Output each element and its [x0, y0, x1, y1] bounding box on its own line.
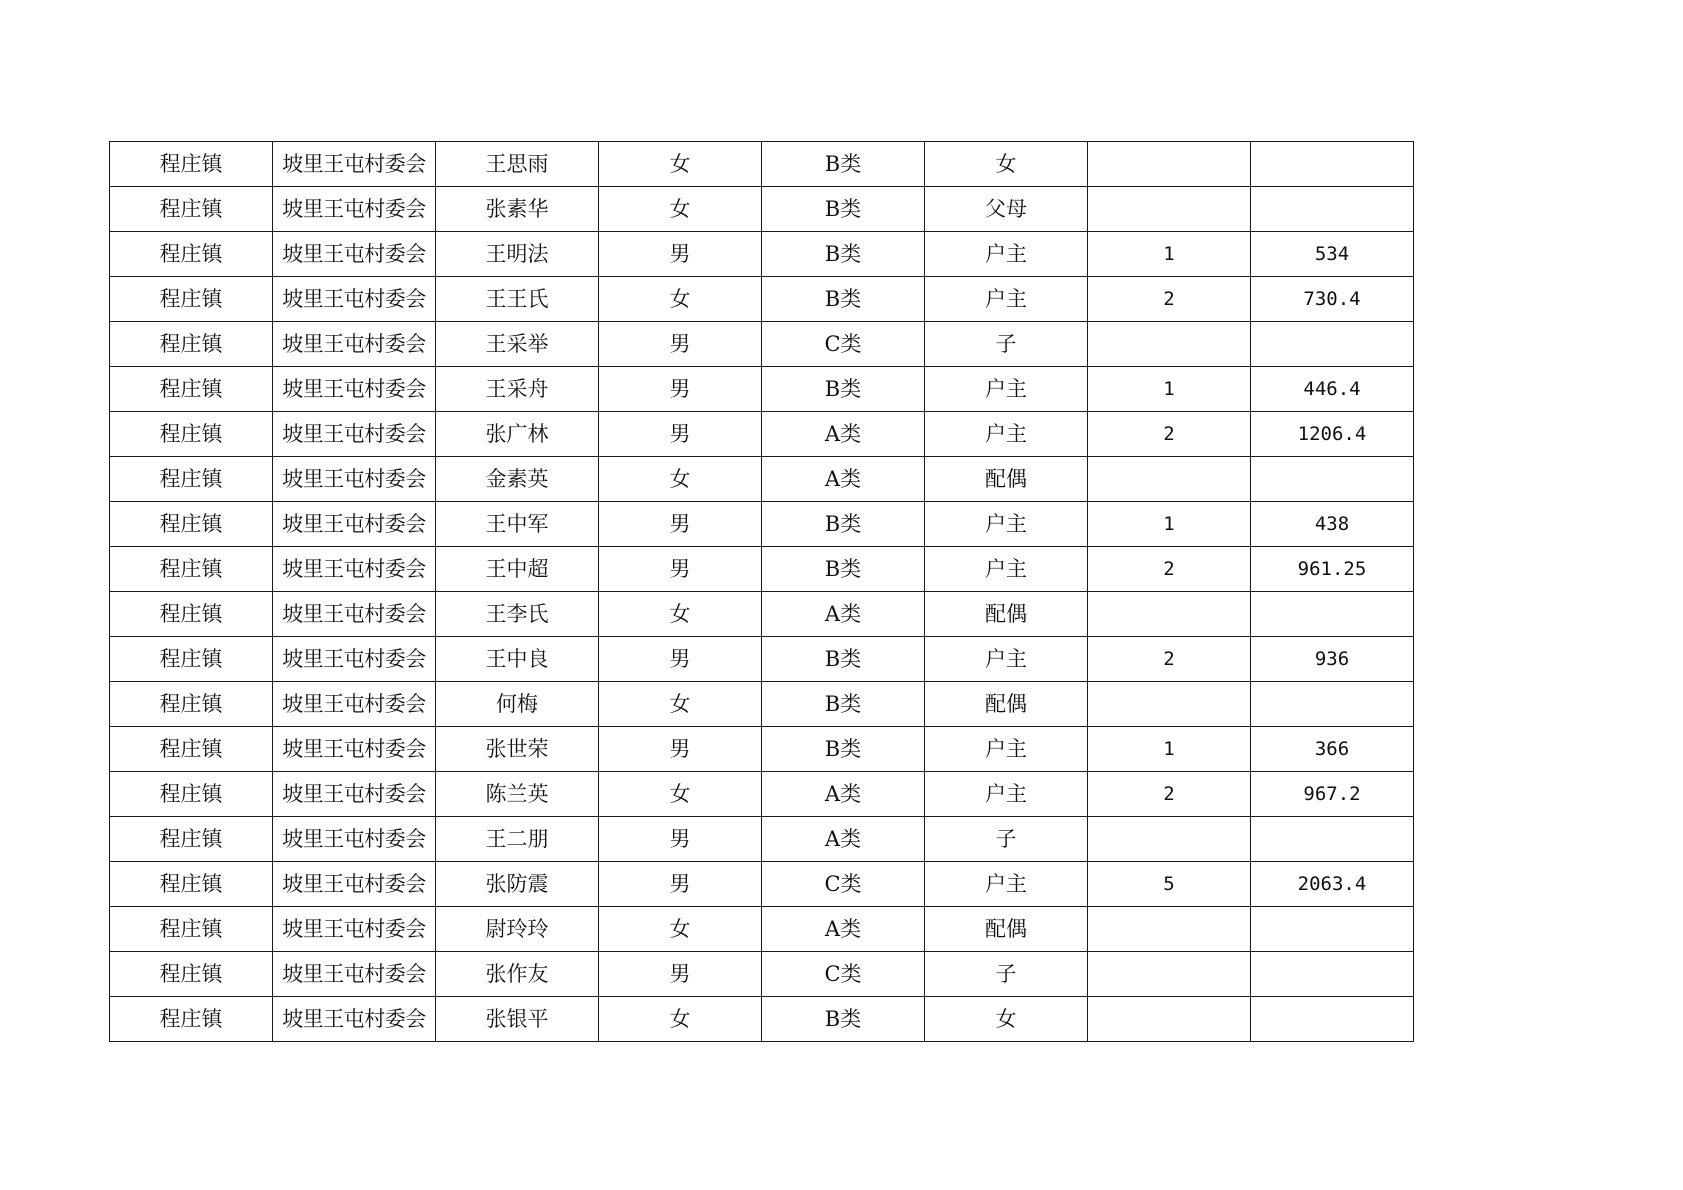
- cell-category: B类: [762, 277, 925, 322]
- table-row: [110, 187, 1414, 232]
- cell-count: 1: [1088, 232, 1251, 277]
- cell-count: 2: [1088, 412, 1251, 457]
- cell-count: 2: [1088, 277, 1251, 322]
- cell-relation: 户主: [925, 772, 1088, 817]
- cell-count: 5: [1088, 862, 1251, 907]
- cell-relation: 户主: [925, 547, 1088, 592]
- cell-name: 陈兰英: [436, 772, 599, 817]
- cell-village: 坡里王屯村委会: [273, 952, 436, 997]
- cell-village: 坡里王屯村委会: [273, 502, 436, 547]
- cell-name: 王王氏: [436, 277, 599, 322]
- cell-count: 2: [1088, 637, 1251, 682]
- table-row: [110, 277, 1414, 322]
- cell-village: 坡里王屯村委会: [273, 727, 436, 772]
- cell-name: 张防震: [436, 862, 599, 907]
- cell-count: [1088, 187, 1251, 232]
- cell-name: 王采举: [436, 322, 599, 367]
- cell-category: B类: [762, 502, 925, 547]
- table-body: [110, 142, 1414, 1042]
- table-row: [110, 322, 1414, 367]
- table-row: [110, 862, 1414, 907]
- cell-name: 张世荣: [436, 727, 599, 772]
- cell-category: C类: [762, 862, 925, 907]
- cell-gender: 男: [599, 367, 762, 412]
- cell-name: 王中良: [436, 637, 599, 682]
- cell-village: 坡里王屯村委会: [273, 367, 436, 412]
- cell-town: 程庄镇: [110, 142, 273, 187]
- cell-relation: 户主: [925, 277, 1088, 322]
- cell-village: 坡里王屯村委会: [273, 907, 436, 952]
- cell-category: A类: [762, 772, 925, 817]
- cell-relation: 配偶: [925, 907, 1088, 952]
- cell-category: C类: [762, 952, 925, 997]
- cell-category: A类: [762, 592, 925, 637]
- cell-village: 坡里王屯村委会: [273, 637, 436, 682]
- cell-category: A类: [762, 457, 925, 502]
- cell-gender: 女: [599, 907, 762, 952]
- cell-category: B类: [762, 547, 925, 592]
- cell-village: 坡里王屯村委会: [273, 997, 436, 1042]
- table-row: [110, 727, 1414, 772]
- cell-name: 王二朋: [436, 817, 599, 862]
- cell-category: A类: [762, 907, 925, 952]
- cell-town: 程庄镇: [110, 187, 273, 232]
- cell-town: 程庄镇: [110, 772, 273, 817]
- cell-name: 王中超: [436, 547, 599, 592]
- cell-village: 坡里王屯村委会: [273, 187, 436, 232]
- cell-village: 坡里王屯村委会: [273, 862, 436, 907]
- cell-gender: 女: [599, 772, 762, 817]
- cell-town: 程庄镇: [110, 547, 273, 592]
- cell-gender: 男: [599, 727, 762, 772]
- cell-gender: 男: [599, 232, 762, 277]
- cell-name: 张广林: [436, 412, 599, 457]
- cell-village: 坡里王屯村委会: [273, 232, 436, 277]
- cell-amount: [1251, 817, 1414, 862]
- cell-relation: 配偶: [925, 457, 1088, 502]
- cell-count: 1: [1088, 727, 1251, 772]
- cell-name: 金素英: [436, 457, 599, 502]
- cell-relation: 女: [925, 997, 1088, 1042]
- cell-name: 尉玲玲: [436, 907, 599, 952]
- cell-village: 坡里王屯村委会: [273, 457, 436, 502]
- table-row: [110, 997, 1414, 1042]
- cell-amount: 967.2: [1251, 772, 1414, 817]
- cell-town: 程庄镇: [110, 727, 273, 772]
- table-row: [110, 457, 1414, 502]
- cell-gender: 女: [599, 142, 762, 187]
- cell-town: 程庄镇: [110, 592, 273, 637]
- cell-category: B类: [762, 367, 925, 412]
- cell-count: [1088, 592, 1251, 637]
- cell-relation: 户主: [925, 727, 1088, 772]
- cell-category: B类: [762, 637, 925, 682]
- cell-category: C类: [762, 322, 925, 367]
- cell-town: 程庄镇: [110, 907, 273, 952]
- table-row: [110, 412, 1414, 457]
- cell-name: 王思雨: [436, 142, 599, 187]
- cell-amount: [1251, 322, 1414, 367]
- cell-town: 程庄镇: [110, 682, 273, 727]
- cell-gender: 女: [599, 457, 762, 502]
- cell-relation: 子: [925, 952, 1088, 997]
- cell-count: [1088, 682, 1251, 727]
- cell-gender: 男: [599, 862, 762, 907]
- cell-relation: 户主: [925, 412, 1088, 457]
- cell-amount: 366: [1251, 727, 1414, 772]
- cell-gender: 女: [599, 187, 762, 232]
- cell-relation: 配偶: [925, 592, 1088, 637]
- cell-gender: 男: [599, 952, 762, 997]
- cell-amount: [1251, 187, 1414, 232]
- cell-name: 何梅: [436, 682, 599, 727]
- cell-relation: 户主: [925, 637, 1088, 682]
- cell-amount: 936: [1251, 637, 1414, 682]
- cell-town: 程庄镇: [110, 457, 273, 502]
- cell-town: 程庄镇: [110, 502, 273, 547]
- cell-count: [1088, 997, 1251, 1042]
- table-row: [110, 637, 1414, 682]
- cell-count: 2: [1088, 772, 1251, 817]
- cell-relation: 女: [925, 142, 1088, 187]
- cell-amount: [1251, 457, 1414, 502]
- cell-category: B类: [762, 727, 925, 772]
- cell-relation: 子: [925, 817, 1088, 862]
- cell-count: [1088, 142, 1251, 187]
- cell-count: [1088, 952, 1251, 997]
- cell-relation: 户主: [925, 502, 1088, 547]
- table-row: [110, 682, 1414, 727]
- cell-relation: 户主: [925, 232, 1088, 277]
- cell-count: 1: [1088, 367, 1251, 412]
- data-table: [109, 141, 1414, 1042]
- cell-category: A类: [762, 817, 925, 862]
- cell-relation: 配偶: [925, 682, 1088, 727]
- table-row: [110, 547, 1414, 592]
- cell-name: 王中军: [436, 502, 599, 547]
- cell-amount: [1251, 682, 1414, 727]
- cell-village: 坡里王屯村委会: [273, 817, 436, 862]
- cell-village: 坡里王屯村委会: [273, 142, 436, 187]
- cell-amount: 446.4: [1251, 367, 1414, 412]
- cell-gender: 女: [599, 277, 762, 322]
- cell-name: 张银平: [436, 997, 599, 1042]
- cell-count: [1088, 907, 1251, 952]
- cell-amount: 2063.4: [1251, 862, 1414, 907]
- cell-gender: 女: [599, 682, 762, 727]
- cell-town: 程庄镇: [110, 862, 273, 907]
- cell-amount: [1251, 142, 1414, 187]
- table-row: [110, 907, 1414, 952]
- cell-count: [1088, 322, 1251, 367]
- cell-count: 1: [1088, 502, 1251, 547]
- cell-gender: 男: [599, 547, 762, 592]
- cell-town: 程庄镇: [110, 277, 273, 322]
- table-row: [110, 952, 1414, 997]
- table-row: [110, 232, 1414, 277]
- cell-amount: 438: [1251, 502, 1414, 547]
- cell-relation: 户主: [925, 367, 1088, 412]
- cell-village: 坡里王屯村委会: [273, 412, 436, 457]
- cell-count: [1088, 457, 1251, 502]
- table-row: [110, 817, 1414, 862]
- cell-village: 坡里王屯村委会: [273, 277, 436, 322]
- cell-gender: 女: [599, 592, 762, 637]
- cell-amount: 1206.4: [1251, 412, 1414, 457]
- cell-amount: 730.4: [1251, 277, 1414, 322]
- cell-category: A类: [762, 412, 925, 457]
- cell-count: [1088, 817, 1251, 862]
- cell-amount: [1251, 952, 1414, 997]
- cell-gender: 男: [599, 322, 762, 367]
- table-row: [110, 502, 1414, 547]
- cell-village: 坡里王屯村委会: [273, 772, 436, 817]
- cell-category: B类: [762, 232, 925, 277]
- cell-name: 张作友: [436, 952, 599, 997]
- cell-category: B类: [762, 997, 925, 1042]
- cell-village: 坡里王屯村委会: [273, 547, 436, 592]
- table-row: [110, 367, 1414, 412]
- cell-name: 王采舟: [436, 367, 599, 412]
- cell-amount: [1251, 907, 1414, 952]
- cell-town: 程庄镇: [110, 997, 273, 1042]
- cell-gender: 女: [599, 997, 762, 1042]
- cell-category: B类: [762, 187, 925, 232]
- cell-town: 程庄镇: [110, 322, 273, 367]
- table-row: [110, 592, 1414, 637]
- cell-amount: 961.25: [1251, 547, 1414, 592]
- cell-village: 坡里王屯村委会: [273, 592, 436, 637]
- cell-gender: 男: [599, 817, 762, 862]
- cell-count: 2: [1088, 547, 1251, 592]
- cell-town: 程庄镇: [110, 952, 273, 997]
- cell-gender: 男: [599, 502, 762, 547]
- cell-amount: [1251, 592, 1414, 637]
- cell-town: 程庄镇: [110, 637, 273, 682]
- cell-category: B类: [762, 682, 925, 727]
- cell-town: 程庄镇: [110, 412, 273, 457]
- cell-gender: 男: [599, 637, 762, 682]
- table-row: [110, 772, 1414, 817]
- cell-name: 王李氏: [436, 592, 599, 637]
- cell-town: 程庄镇: [110, 817, 273, 862]
- cell-category: B类: [762, 142, 925, 187]
- cell-amount: 534: [1251, 232, 1414, 277]
- cell-amount: [1251, 997, 1414, 1042]
- cell-village: 坡里王屯村委会: [273, 682, 436, 727]
- cell-relation: 子: [925, 322, 1088, 367]
- cell-gender: 男: [599, 412, 762, 457]
- table-row: [110, 142, 1414, 187]
- cell-town: 程庄镇: [110, 232, 273, 277]
- cell-name: 张素华: [436, 187, 599, 232]
- cell-town: 程庄镇: [110, 367, 273, 412]
- cell-name: 王明法: [436, 232, 599, 277]
- cell-relation: 父母: [925, 187, 1088, 232]
- cell-village: 坡里王屯村委会: [273, 322, 436, 367]
- cell-relation: 户主: [925, 862, 1088, 907]
